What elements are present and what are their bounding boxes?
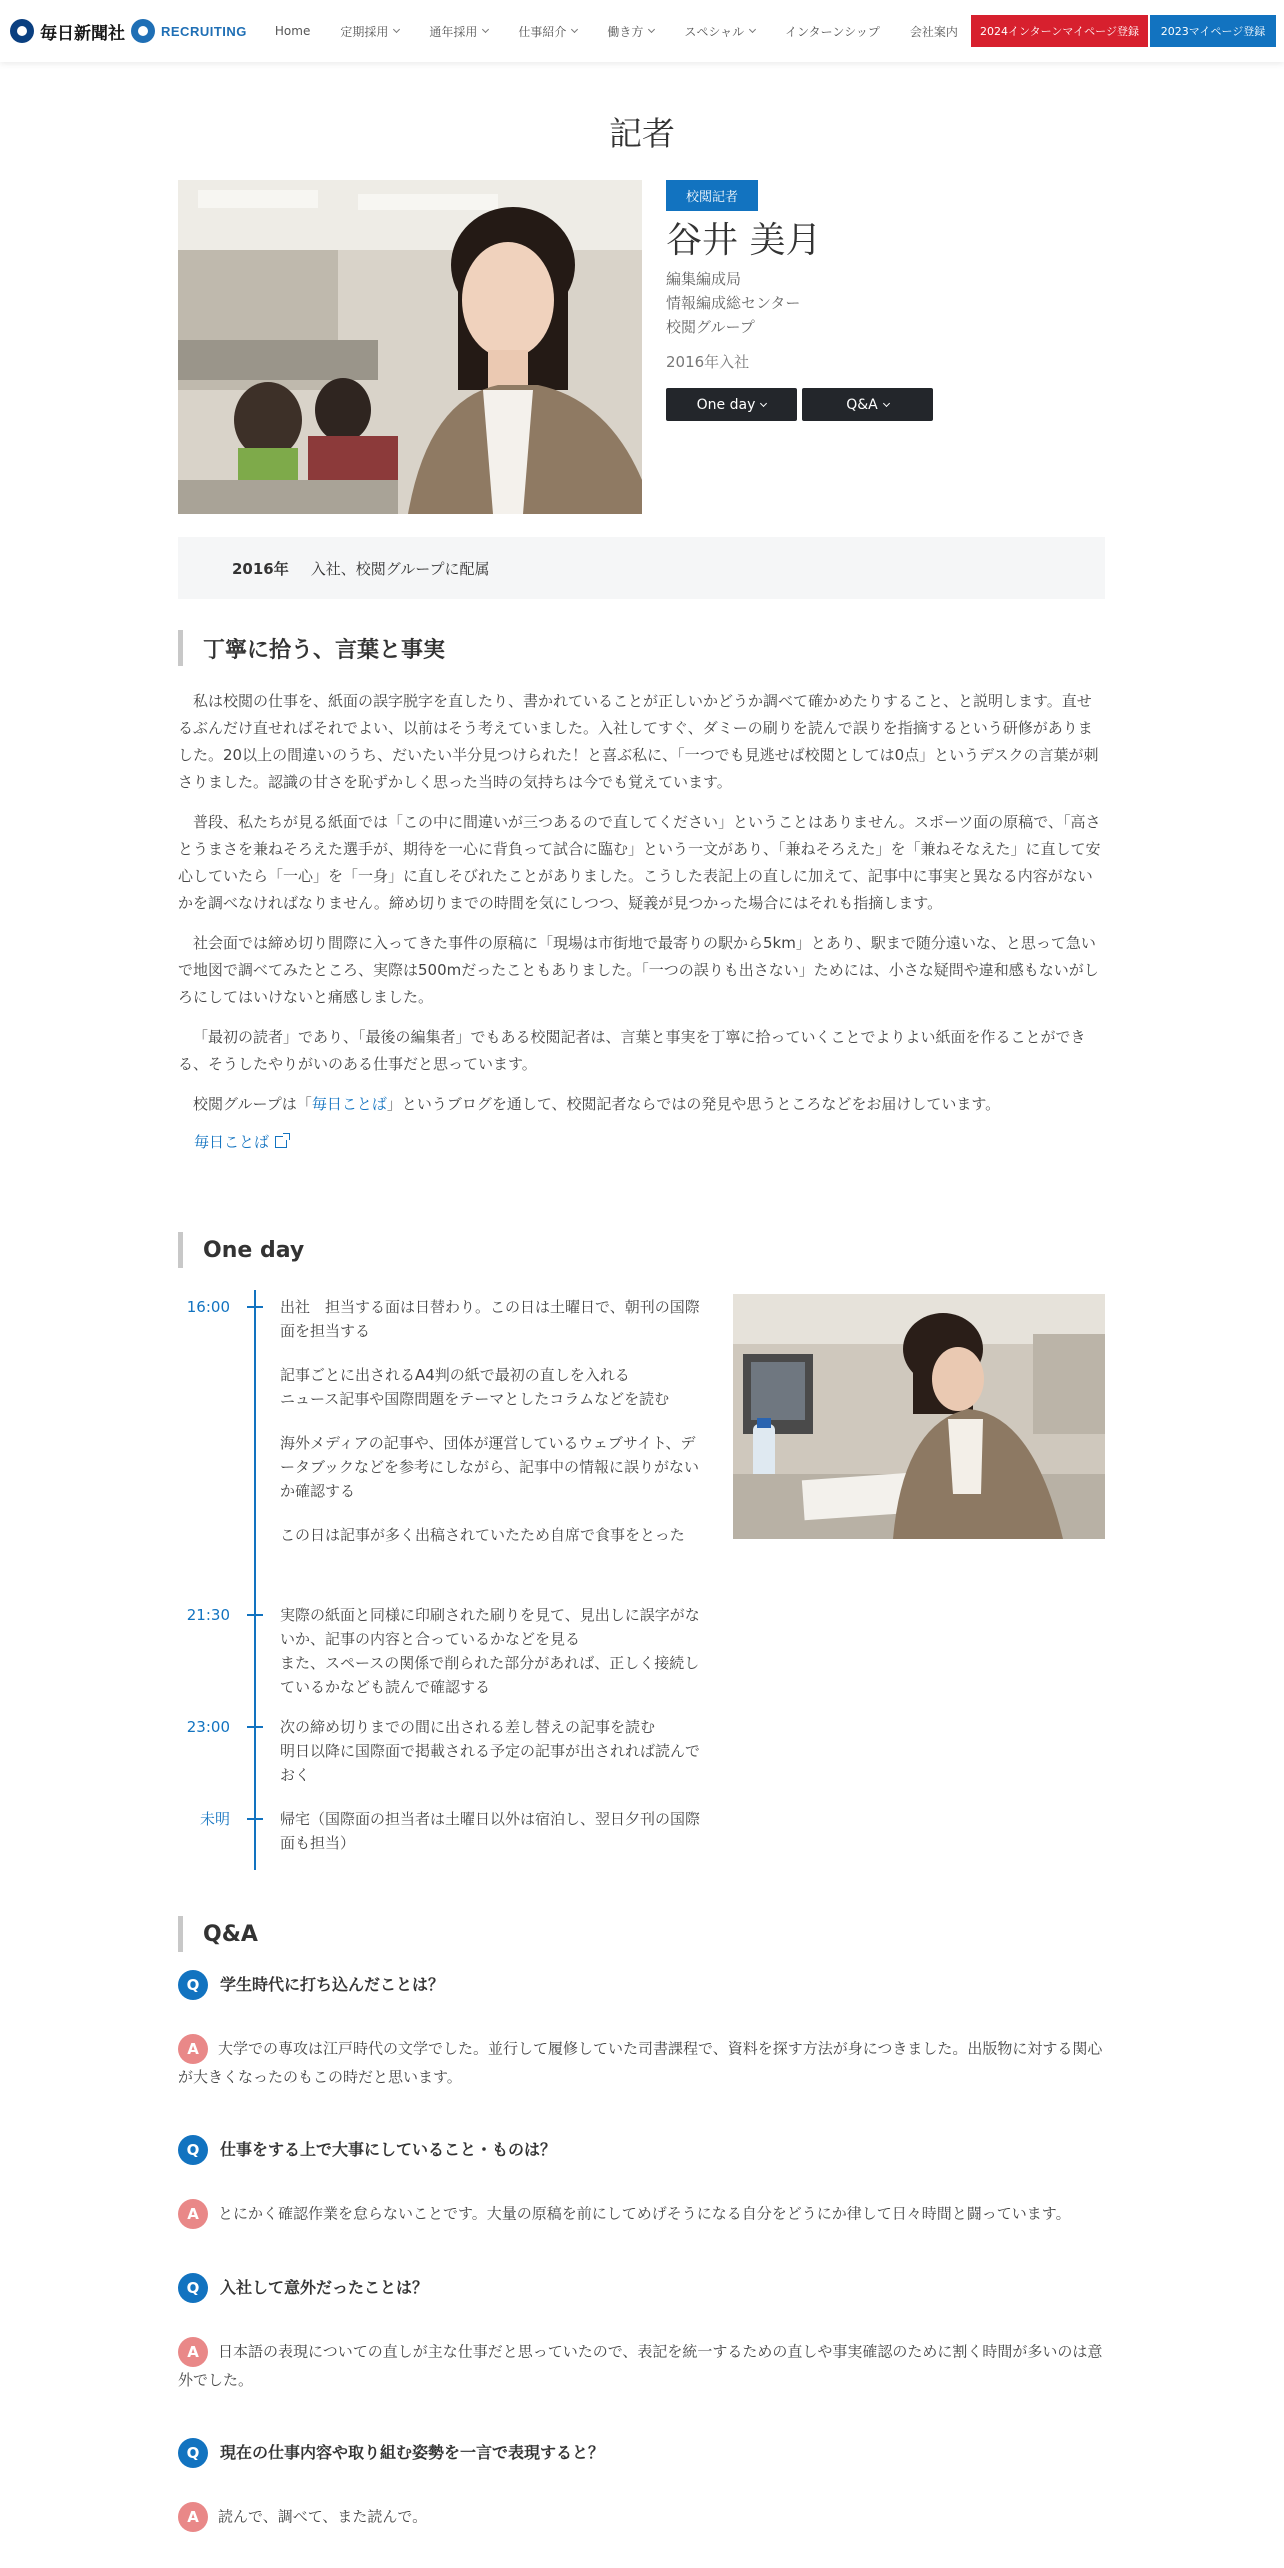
dept-line: 情報編成総センター [666,294,801,312]
timeline-time: 未明 [199,1810,230,1828]
chevron-down-icon [749,26,756,33]
dept-line: 編集編成局 [666,270,742,288]
qa-item [178,1970,1105,2091]
article-paragraph: 社会面では締め切り間際に入ってきた事件の原稿に「現場は市街地で最寄りの駅から5km」とあり、駅まで随分遠いな、と思って急いで地図で調べてみたところ、実際は500mだったこともありました。「一つの誤りも出さない」ためには、小さな疑問や違和感もないがしろにしてはいけないと痛感しました。 [178,934,1099,1006]
article-body [178,688,1105,1152]
question-icon: Q [178,1970,208,2000]
blog-external-link[interactable] [194,1131,287,1152]
chevron-down-icon [883,399,890,406]
chevron-down-icon [571,26,578,33]
oneday-photo [733,1294,1105,1539]
answer-icon: A [178,2337,208,2367]
timeline-text: 次の締め切りまでの間に出される差し替えの記事を読む 明日以降に国際面で掲載される予定の記事が出されれば読んでおく [280,1718,701,1784]
qa-item [178,2135,1105,2229]
joined-year: 2016年入社 [666,353,750,371]
question-icon: Q [178,2273,208,2303]
question-text: 現在の仕事内容や取り組む姿勢を一言で表現すると？ [220,2443,605,2462]
history-text: 入社、校閲グループに配属 [310,559,490,578]
oneday-anchor-button[interactable] [666,388,797,421]
profile-name: 谷井 美月 [666,220,822,261]
nav-item-regular-hiring[interactable] [340,23,399,40]
career-history [178,537,1105,599]
main-nav [275,0,988,62]
nav-item-special[interactable] [684,23,755,40]
history-year: 2016年 [232,559,289,578]
role-badge: 校閲記者 [666,180,758,211]
nav-label: 定期採用 [340,24,389,39]
nav-item-internship[interactable] [785,23,880,40]
link-label: 毎日ことば [194,1133,270,1151]
answer-icon: A [178,2034,208,2064]
nav-label: インターンシップ [785,24,880,39]
logo-recruiting: RECRUITING [161,23,247,39]
timeline-text: 海外メディアの記事や、団体が運営しているウェブサイト、データブックなどを参考にしながら、記事中の情報に誤りがないか確認する [280,1434,699,1500]
logo-eye-icon [10,19,34,43]
answer-icon: A [178,2502,208,2532]
question-row [178,1970,1105,2000]
question-row [178,2273,1105,2303]
profile-department [666,267,938,339]
timeline-text: 記事ごとに出されるA4判の紙で最初の直しを入れる ニュース記事や国際問題をテーマとしたコラムなどを読む [280,1366,670,1408]
chevron-down-icon [648,26,655,33]
timeline-time: 16:00 [186,1298,230,1316]
timeline-text: 出社 担当する面は日替わり。この日は土曜日で、朝刊の国際面を担当する [280,1298,700,1340]
answer-icon: A [178,2199,208,2229]
page-title: 記者 [609,114,675,153]
timeline-text: この日は記事が多く出稿されていたため自席で食事をとった [280,1526,685,1544]
answer-row [178,2199,1105,2229]
answer-text: 大学での専攻は江戸時代の文学でした。並行して履修していた司書課程で、資料を探す方法が身につきました。出版物に対する関心が大きくなったのもこの時だと思います。 [178,2039,1103,2086]
article-heading: 丁寧に拾う、言葉と事実 [178,630,445,666]
chevron-down-icon [482,26,489,33]
profile-photo [178,180,642,514]
site-logo[interactable] [10,0,247,62]
qa-heading: Q&A [178,1916,258,1952]
answer-row [178,2502,1105,2532]
text: 校閲グループは「 [193,1095,312,1113]
article-paragraph: 私は校閲の仕事を、紙面の誤字脱字を直したり、書かれていることが正しいかどうか調べて確かめたりすること、と説明します。直せるぶんだけ直せればそれでよい、以前はそう考えていました。入社してすぐ、ダミーの刷りを読んで誤りを指摘するという研修がありました。20以上の間違いのうち、だいたい半分見つけられた！と喜ぶ私に、「一つでも見逃せば校閲としては0点」というデスクの言葉が刺さりました。認識の甘さを恥ずかしく思った当時の気持ちは今でも覚えています。 [178,692,1099,791]
timeline-line [254,1290,256,1870]
qa-item [178,2438,1105,2532]
external-link-icon [275,1136,287,1148]
qa-list [178,1970,1105,2568]
dept-line: 校閲グループ [666,318,755,336]
site-header [0,0,1284,62]
oneday-timeline [178,1290,718,1870]
qa-anchor-button[interactable] [802,388,933,421]
mypage-register-button[interactable]: 2023マイページ登録 [1150,15,1276,47]
chevron-down-icon [760,399,767,406]
text: 」というブログを通して、校閲記者ならではの発見や思うところなどをお届けしています。 [386,1095,1001,1113]
timeline-text: 実際の紙面と同様に印刷された刷りを見て、見出しに誤字がないか、記事の内容と合っているかなどを見る また、スペースの関係で削られた部分があれば、正しく接続しているかなども読んで確認する [280,1606,700,1696]
question-text: 仕事をする上で大事にしていること・ものは？ [220,2140,557,2159]
profile-info [666,180,938,421]
answer-text: 読んで、調べて、また読んで。 [218,2507,428,2526]
question-row [178,2438,1105,2468]
question-text: 学生時代に打ち込んだことは？ [220,1975,445,1994]
timeline-tick [247,1306,263,1308]
blog-inline-link[interactable]: 毎日ことば [311,1095,387,1113]
article-paragraph: 「最初の読者」であり、「最後の編集者」でもある校閲記者は、言葉と事実を丁寧に拾っていくことでよりよい紙面を作ることができる、そうしたやりがいのある仕事だと思っています。 [178,1028,1086,1073]
timeline-tick [247,1818,263,1820]
nav-label: 働き方 [607,24,644,39]
oneday-heading: One day [178,1232,304,1268]
nav-item-workstyle[interactable] [607,23,654,40]
timeline-time: 23:00 [186,1718,230,1736]
qa-item [178,2273,1105,2394]
nav-item-company[interactable] [910,23,958,40]
article-paragraph-blog [178,1091,1105,1118]
nav-label: スペシャル [684,24,745,39]
nav-item-home[interactable] [275,24,310,38]
logo-text: 毎日新聞社 [40,23,125,44]
answer-row [178,2034,1105,2091]
question-icon: Q [178,2438,208,2468]
nav-label: 会社案内 [909,24,958,39]
button-label: Q&A [846,396,878,413]
profile-anchor-buttons [666,388,938,421]
nav-label: 仕事紹介 [518,24,567,39]
nav-item-year-round-hiring[interactable] [429,23,488,40]
answer-row [178,2337,1105,2394]
nav-label: Home [274,24,311,38]
question-text: 入社して意外だったことは？ [220,2278,429,2297]
question-icon: Q [178,2135,208,2165]
intern-mypage-button[interactable]: 2024インターンマイページ登録 [971,15,1148,47]
nav-item-jobs[interactable] [518,23,577,40]
timeline-tick [247,1614,263,1616]
question-row [178,2135,1105,2165]
chevron-down-icon [393,26,400,33]
article-paragraph: 普段、私たちが見る紙面では「この中に間違いが三つあるので直してください」ということはありません。スポーツ面の原稿で、「高さとうまさを兼ねそろえた選手が、期待を一心に背負って試合に臨む」という一文があり、「兼ねそろえた」を「兼ねそなえた」に直して安心していたら「一心」を「一身」に直しそびれたことがありました。こうした表記上の直しに加えて、記事中に事実と異なる内容がないかを調べなければなりません。締め切りまでの時間を気にしつつ、疑義が見つかった場合にはそれも指摘します。 [178,813,1101,912]
timeline-text: 帰宅（国際面の担当者は土曜日以外は宿泊し、翌日夕刊の国際面も担当） [280,1810,701,1852]
timeline-tick [247,1726,263,1728]
answer-text: とにかく確認作業を怠らないことです。大量の原稿を前にしてめげそうになる自分をどうにか律して日々時間と闘っています。 [218,2204,1071,2223]
nav-label: 通年採用 [429,24,478,39]
button-label: One day [696,396,756,413]
answer-text: 日本語の表現についての直しが主な仕事だと思っていたので、表記を統一するための直しや事実確認のために割く時間が多いのは意外でした。 [178,2342,1103,2389]
logo-eye-icon-2 [131,19,155,43]
timeline-time: 21:30 [186,1606,230,1624]
